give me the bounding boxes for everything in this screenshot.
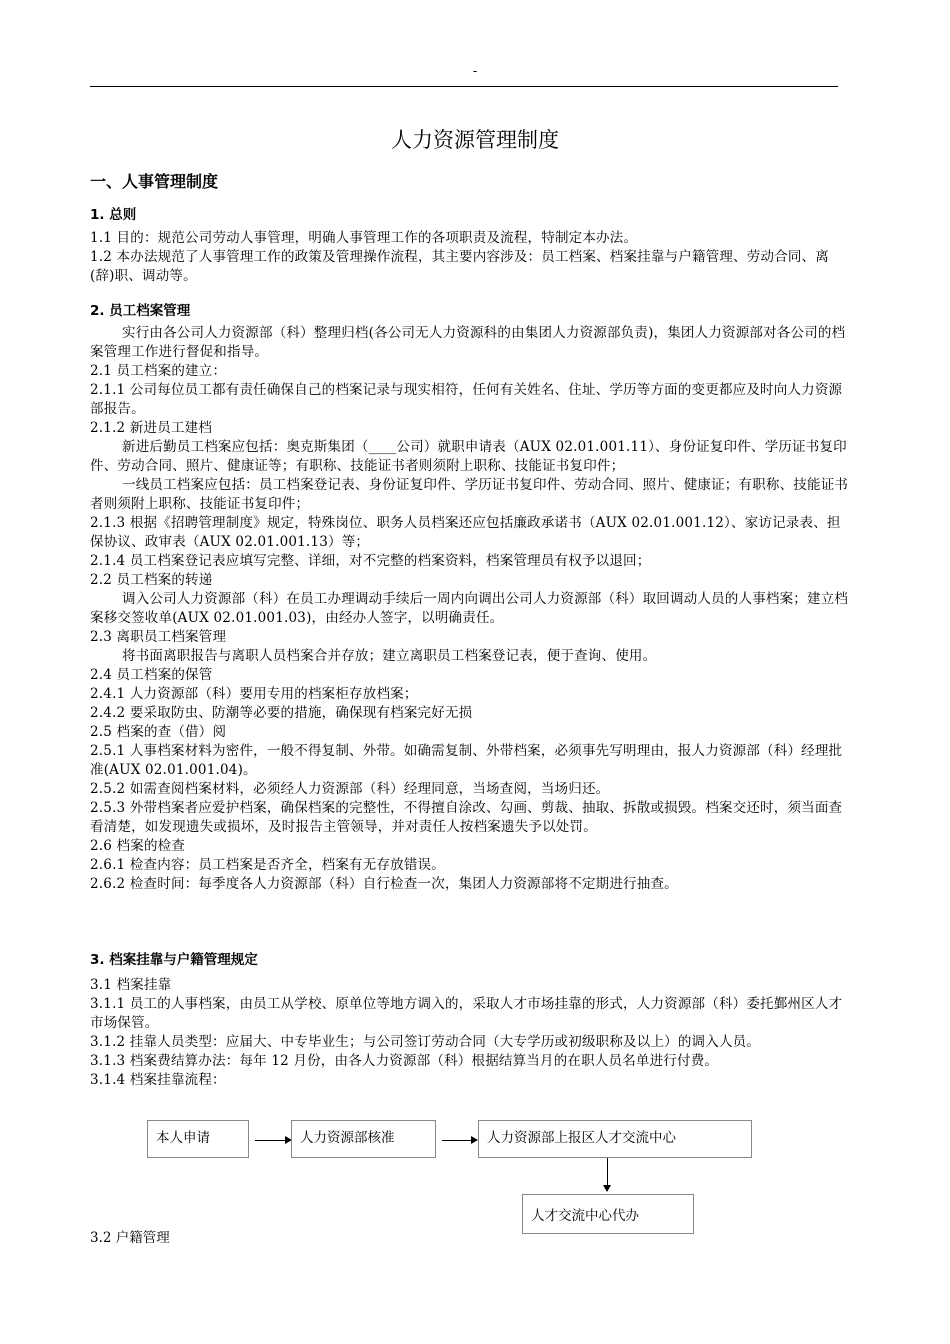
paragraph: 2.4.2 要采取防虫、防潮等必要的措施，确保现有档案完好无损 [90, 705, 473, 721]
paragraph: 2.5 档案的查（借）阅 [90, 724, 227, 740]
flow-step-agency [522, 1194, 694, 1234]
flow-arrow [607, 1158, 608, 1186]
heading-general: 1. 总则 [90, 207, 137, 223]
archives-paragraphs [90, 324, 850, 894]
flow-step-label: 人才交流中心代办 [531, 1208, 639, 1224]
paragraph: 3.1.3 档案费结算办法：每年 12 月份，由各人力资源部（科）根据结算当月的在职人员名单进行付费。 [90, 1053, 719, 1069]
flow-step-report [478, 1120, 752, 1158]
paragraph: 2.1.2 新进员工建档 [90, 420, 213, 436]
section-heading-personnel: 一、人事管理制度 [90, 172, 219, 191]
flow-arrow [255, 1140, 286, 1141]
paragraph: 2.3 离职员工档案管理 [90, 629, 227, 645]
document-title: 人力资源管理制度 [391, 128, 559, 152]
heading-archives: 2. 员工档案管理 [90, 303, 191, 319]
general-paragraphs [90, 229, 850, 286]
header-mark: - [472, 64, 478, 78]
paragraph: 调入公司人力资源部（科）在员工办理调动手续后一周内向调出公司人力资源部（科）取回调动人员的人事档案；建立档案移交签收单(AUX 02.01.001.03)，由经办人签字，以明确责任。 [90, 591, 849, 626]
paragraph: 2.6 档案的检查 [90, 838, 186, 854]
arrow-down-icon [603, 1185, 611, 1192]
paragraph: 2.6.1 检查内容：员工档案是否齐全，档案有无存放错误。 [90, 857, 445, 873]
paragraph: 实行由各公司人力资源部（科）整理归档(各公司无人力资源科的由集团人力资源部负责)，集团人力资源部对各公司的档案管理工作进行督促和指导。 [90, 325, 846, 360]
paragraph: 2.6.2 检查时间：每季度各人力资源部（科）自行检查一次，集团人力资源部将不定期进行抽查。 [90, 876, 678, 892]
heading-hukou: 3. 档案挂靠与户籍管理规定 [90, 952, 258, 968]
arrow-right-icon [471, 1136, 478, 1144]
paragraph: 将书面离职报告与离职人员档案合并存放；建立离职员工档案登记表，便于查询、使用。 [122, 648, 657, 664]
paragraph: 2.5.1 人事档案材料为密件，一般不得复制、外带。如确需复制、外带档案，必须事先写明理由，报人力资源部（科）经理批准(AUX 02.01.001.04)。 [90, 743, 843, 778]
paragraph: 3.1.2 挂靠人员类型：应届大、中专毕业生；与公司签订劳动合同（大专学历或初级职称及以上）的调入人员。 [90, 1034, 761, 1050]
paragraph: 2.5.2 如需查阅档案材料，必须经人力资源部（科）经理同意，当场查阅，当场归还。 [90, 781, 610, 797]
flow-arrow [442, 1140, 472, 1141]
paragraph: 1.1 目的：规范公司劳动人事管理，明确人事管理工作的各项职责及流程，特制定本办法。 [90, 230, 638, 246]
hukou-paragraphs [90, 976, 850, 1090]
flow-step-label: 人力资源部核准 [300, 1130, 395, 1146]
paragraph: 2.1.4 员工档案登记表应填写完整、详细，对不完整的档案资料，档案管理员有权予以退回； [90, 553, 651, 569]
paragraph: 2.1.1 公司每位员工都有责任确保自己的档案记录与现实相符，任何有关姓名、住址、学历等方面的变更都应及时向人力资源部报告。 [90, 382, 843, 417]
paragraph: 3.1.4 档案挂靠流程： [90, 1072, 226, 1088]
flow-step-label: 本人申请 [156, 1130, 210, 1146]
paragraph: 2.5.3 外带档案者应爱护档案，确保档案的完整性，不得擅自涂改、勾画、剪裁、抽取、拆散或损毁。档案交还时，须当面查看清楚，如发现遗失或损坏，及时报告主管领导，并对责任人按档案遗失予以处罚。 [90, 800, 843, 835]
paragraph: 2.2 员工档案的转递 [90, 572, 213, 588]
flow-step-label: 人力资源部上报区人才交流中心 [487, 1130, 676, 1146]
paragraph: 2.1.3 根据《招聘管理制度》规定，特殊岗位、职务人员档案还应包括廉政承诺书（AUX 02.01.001.12）、家访记录表、担保协议、政审表（AUX 02.01.001.13）等； [90, 515, 841, 550]
header-rule [90, 86, 838, 87]
heading-household-registration: 3.2 户籍管理 [90, 1230, 170, 1246]
paragraph: 2.4 员工档案的保管 [90, 667, 213, 683]
flow-step-approve [291, 1120, 436, 1158]
flow-step-apply [147, 1120, 249, 1158]
paragraph: 2.1 员工档案的建立： [90, 363, 227, 379]
paragraph: 3.1.1 员工的人事档案，由员工从学校、原单位等地方调入的，采取人才市场挂靠的形式，人力资源部（科）委托鄞州区人才市场保管。 [90, 996, 843, 1031]
paragraph: 1.2 本办法规范了人事管理工作的政策及管理操作流程，其主要内容涉及：员工档案、档案挂靠与户籍管理、劳动合同、离(辞)职、调动等。 [90, 249, 829, 284]
paragraph: 新进后勤员工档案应包括：奥克斯集团（____公司）就职申请表（AUX 02.01.001.11）、身份证复印件、学历证书复印件、劳动合同、照片、健康证等；有职称、技能证书者则须附上职称、技能证书复印件； [90, 439, 847, 474]
paragraph: 3.1 档案挂靠 [90, 977, 172, 993]
paragraph: 2.4.1 人力资源部（科）要用专用的档案柜存放档案； [90, 686, 418, 702]
paragraph: 一线员工档案应包括：员工档案登记表、身份证复印件、学历证书复印件、劳动合同、照片、健康证；有职称、技能证书者则须附上职称、技能证书复印件； [90, 477, 849, 512]
